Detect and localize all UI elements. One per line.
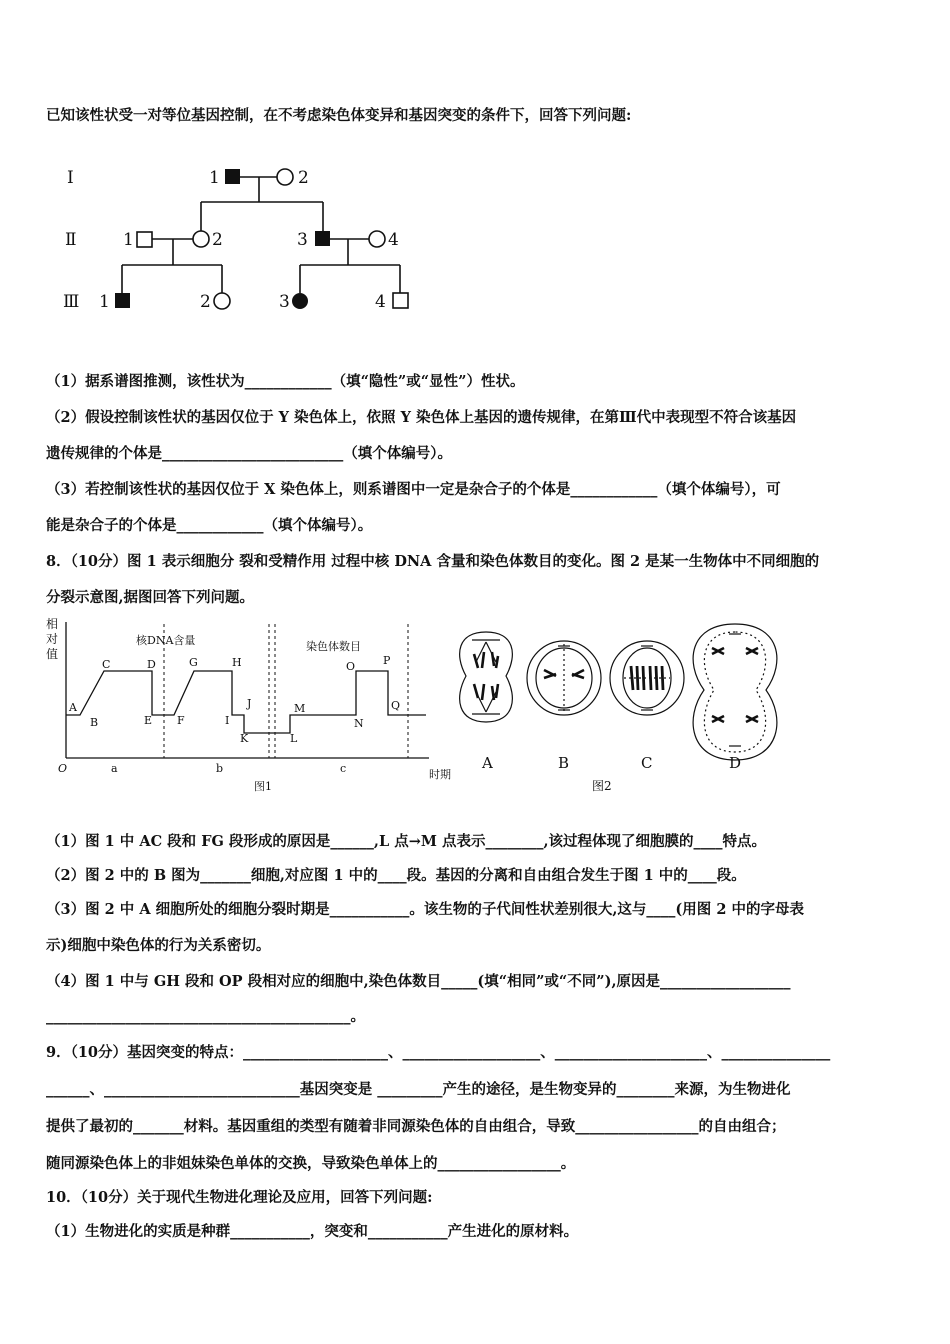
gen-label-2: Ⅱ [65,230,77,250]
pt-Q: Q [391,699,401,712]
num-I2: 2 [298,168,309,188]
q7-line-4: （3）若控制该性状的基因仅位于 X 染色体上，则系谱图中一定是杂合子的个体是____________（填个体编号），可 [46,481,781,498]
pt-F: F [177,714,185,727]
q8-sub-3a: （3）图 2 中 A 细胞所处的细胞分裂时期是___________。该生物的子代间性状差别很大,这与____(用图 2 中的字母表 [46,901,804,918]
y-label-2: 对 [46,632,59,646]
num-I1: 1 [209,168,220,188]
pt-K: K [240,732,249,745]
num-III3: 3 [279,292,290,312]
figure-2-cells [452,618,792,798]
intro-text: 已知该性状受一对等位基因控制，在不考虑染色体变异和基因突变的条件下，回答下列问题: [46,107,632,124]
figure-1-graph [44,614,464,799]
pt-N: N [354,717,364,730]
q9-line-3: 提供了最初的_______材料。基因重组的类型有随着非同源染色体的自由组合，导致_________________的自由组合； [46,1118,786,1135]
x-label: 时期 [429,768,451,781]
q8-sub-4b: __________________________________________。 [46,1008,365,1025]
y-label-1: 相 [46,617,59,631]
num-III4: 4 [375,292,386,312]
pt-M: M [294,702,306,715]
stage-b: b [216,762,224,775]
cell-label-B: B [558,754,570,772]
cell-D [693,624,777,760]
pedigree-I2-normal-female [277,169,293,185]
pt-E: E [144,714,153,727]
pt-J: J [247,697,252,710]
pedigree-III1-affected-male [115,293,130,308]
q8-stem-1: 8．（10分）图 1 表示细胞分 裂和受精作用 过程中核 DNA 含量和染色体数目的变化。图 2 是某一生物体中不同细胞的 [46,553,820,570]
num-III1: 1 [99,292,110,312]
num-II3: 3 [297,230,308,250]
q8-stem-2: 分裂示意图,据图回答下列问题。 [46,589,255,606]
num-II4: 4 [388,230,399,250]
pt-H: H [232,656,242,669]
pedigree-II2-normal-female [193,231,209,247]
q8-sub-1: （1）图 1 中 AC 段和 FG 段形成的原因是______,L 点→M 点表示________,该过程体现了细胞膜的____特点。 [46,833,767,850]
stage-a: a [111,762,118,775]
pt-I: I [225,714,230,727]
origin: O [58,762,68,775]
pt-B: B [90,716,99,729]
pt-C: C [102,658,111,671]
q7-line-3: 遗传规律的个体是_________________________（填个体编号）。 [46,445,452,462]
stage-c: c [340,762,347,775]
num-II2: 2 [212,230,223,250]
q7-line-2: （2）假设控制该性状的基因仅位于 Y 染色体上，依照 Y 染色体上基因的遗传规律，在第Ⅲ代中表现型不符合该基因 [46,409,797,426]
q9-line-4: 随同源染色体上的非姐妹染色单体的交换，导致染色单体上的_________________。 [46,1155,576,1172]
pedigree-II3-affected-male [315,231,330,246]
pt-P: P [383,654,391,667]
q8-sub-2: （2）图 2 中的 B 图为_______细胞,对应图 1 中的____段。基因的分离和自由组合发生于图 1 中的____段。 [46,867,746,884]
fig2-caption: 图2 [592,779,612,793]
y-label-3: 值 [46,647,59,661]
fig1-caption: 图1 [254,780,272,793]
q8-sub-3b: 示)细胞中染色体的行为关系密切。 [46,937,271,954]
q10-line-2: （1）生物进化的实质是种群___________，突变和___________产生进化的原材料。 [46,1223,579,1240]
pedigree-III4-normal-male [393,293,408,308]
pt-O: O [346,660,356,673]
q9-line-2: ______、___________________________基因突变是 _________产生的途径，是生物变异的________来源，为生物进化 [46,1081,791,1098]
pedigree-I1-affected-male [225,169,240,184]
pedigree-III2-normal-female [214,293,230,309]
q7-line-1: （1）据系谱图推测，该性状为____________（填“隐性”或“显性”）性状。 [46,373,525,390]
q8-sub-4a: （4）图 1 中与 GH 段和 OP 段相对应的细胞中,染色体数目_____(填“相同”或“不同”),原因是__________________ [46,973,791,990]
cell-B [527,641,601,715]
pedigree-III3-affected-female [292,293,308,309]
pt-D: D [147,658,156,671]
pt-A: A [69,701,77,714]
cell-label-C: C [641,754,653,772]
gen-label-3: Ⅲ [63,292,80,312]
q7-line-5: 能是杂合子的个体是____________（填个体编号）。 [46,517,373,534]
title-dna: 核DNA含量 [136,634,196,647]
pedigree-II1-normal-male [137,232,152,247]
cell-A [460,632,513,722]
title-chrom: 染色体数目 [306,640,361,653]
gen-label-1: Ⅰ [67,168,74,188]
q10-line-1: 10．（10分）关于现代生物进化理论及应用，回答下列问题: [46,1189,433,1206]
cell-label-D: D [729,754,742,772]
pedigree-II4-normal-female [369,231,385,247]
cell-C [610,641,684,715]
cell-label-A: A [482,754,493,772]
num-III2: 2 [200,292,211,312]
pt-G: G [189,656,198,669]
num-II1: 1 [123,230,134,250]
q9-line-1: 9．（10分）基因突变的特点：____________________、___________________、_____________________、_______________ [46,1044,831,1061]
pedigree-chart [55,155,435,325]
pt-L: L [290,732,298,745]
